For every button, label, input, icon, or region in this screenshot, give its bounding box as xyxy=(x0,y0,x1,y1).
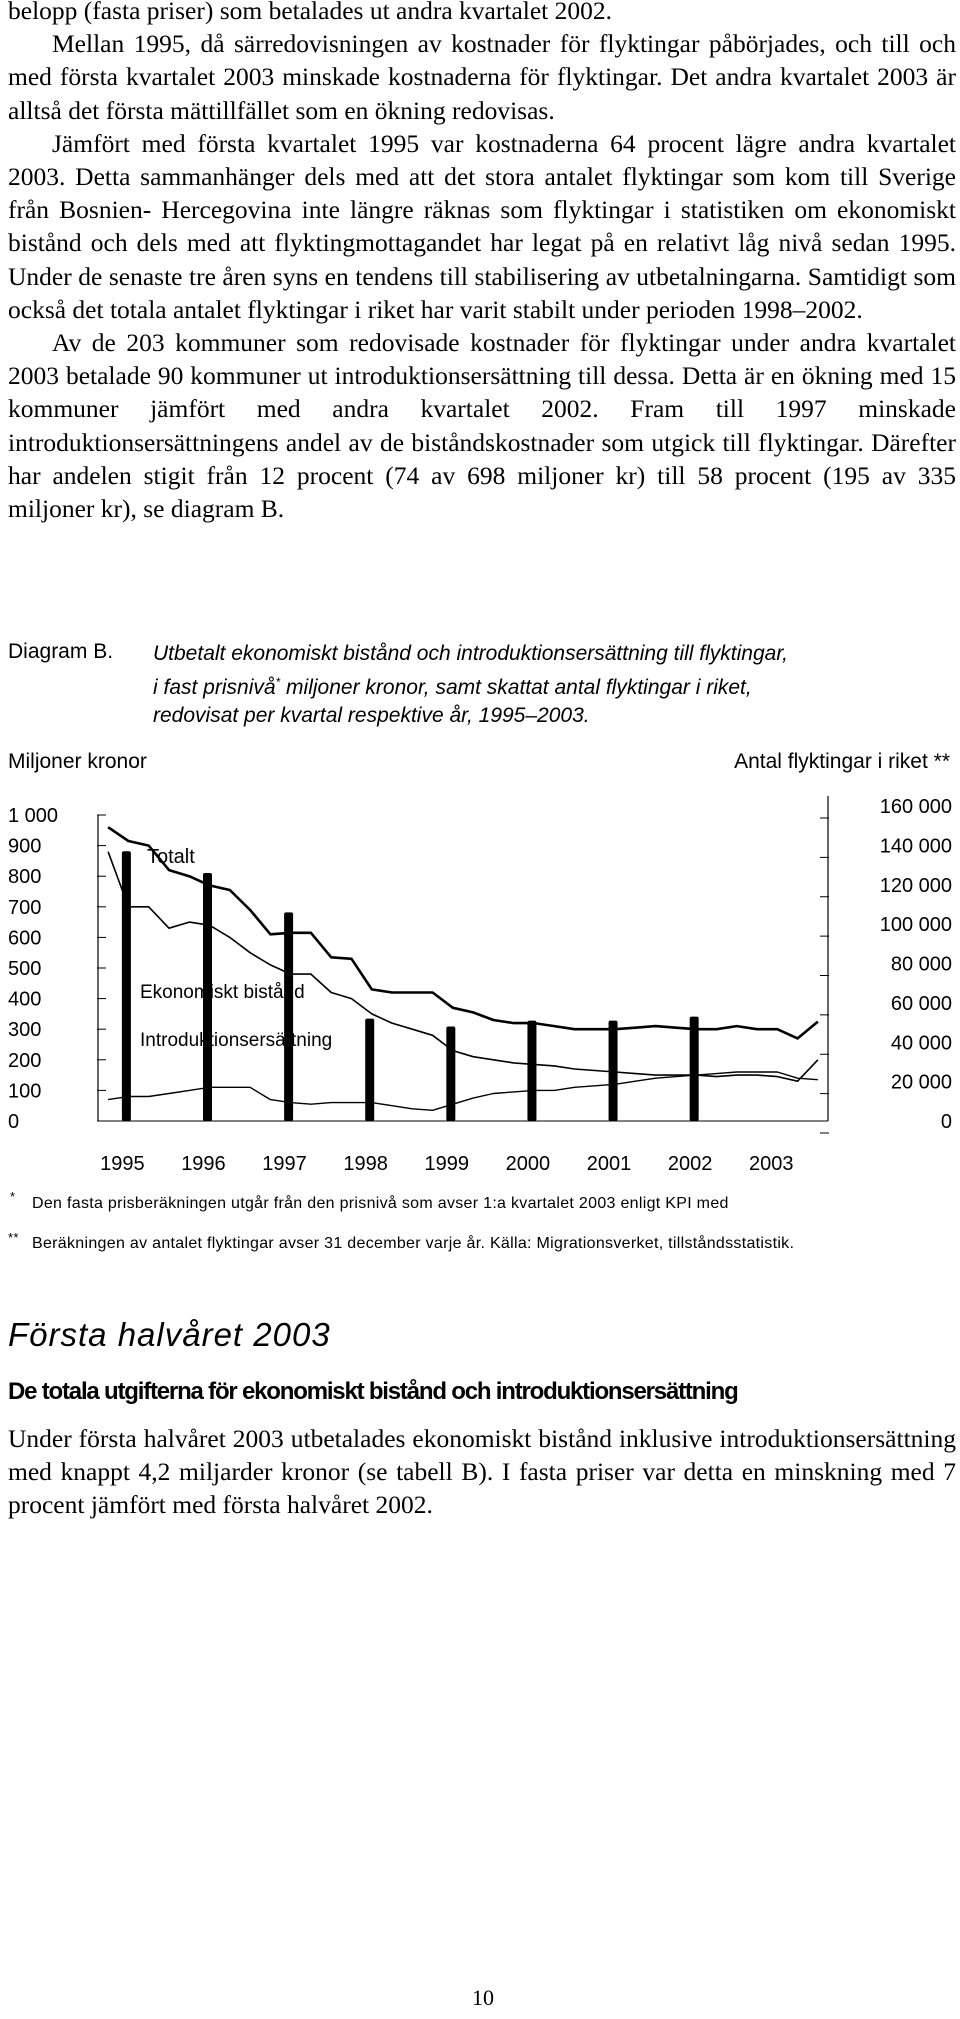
footnote-marker: ** xyxy=(8,1230,19,1245)
body-text xyxy=(8,0,956,525)
right-axis-tick-label: 20 000 xyxy=(890,1071,952,1094)
left-axis-tick-label: 400 xyxy=(8,988,42,1011)
series-line-3 xyxy=(108,1072,818,1110)
refugee-bar xyxy=(446,1027,455,1122)
paragraph: Av de 203 kommuner som redovisade kostnader för flyktingar under andra kvartalet 2003 betalade 90 kommuner ut introduktionsersättning till dessa. Detta är en ökning med 15 kommuner jämfört med andra kvartalet 2002. Fram till 1997 minskade introduktionsersättningens andel av de biståndskostnader som utgick till flyktingar. Därefter har andelen stigit från 12 procent (74 av 698 miljoner kr) till 58 procent (195 av 335 miljoner kr), se diagram B. xyxy=(8,328,956,524)
refugee-bar xyxy=(609,1021,618,1121)
x-axis-tick-label: 2003 xyxy=(748,1153,794,1175)
refugee-bar xyxy=(527,1021,536,1121)
page-number: 10 xyxy=(472,1985,494,2010)
series-lines xyxy=(108,827,818,1110)
right-axis-tick-label: 140 000 xyxy=(879,835,952,858)
series-labels xyxy=(140,846,332,1051)
left-axis-tick-label: 500 xyxy=(8,958,42,980)
diagram-caption xyxy=(153,640,953,730)
paragraph: Mellan 1995, då särredovisningen av kostnader för flyktingar påbörjades, och till och med första kvartalet 2003 minskade kostnaderna för flyktingar. Det andra kvartalet 2003 är alltså det första mättillfället som en ökning redovisas. xyxy=(8,29,956,125)
caption-line-2b: miljoner kronor, samt skattat antal flyktingar i riket, xyxy=(280,676,752,699)
refugee-bar xyxy=(690,1017,699,1121)
paragraph: Jämfört med första kvartalet 1995 var kostnaderna 64 procent lägre andra kvartalet 2003. Detta sammanhänger dels med att det stora antalet flyktingar som kom till Sverige från Bosnien- Hercegovina inte längre räknas som flyktingar i statistiken om ekonomiskt bistånd och dels med att flyktingmottagandet har legat på en relativt låg nivå sedan 1995. Under de senaste tre åren syns en tendens till stabilisering av utbetalningarna. Samtidigt som också det totala antalet flyktingar i riket har varit stabilt under perioden 1998–2002. xyxy=(8,128,956,324)
left-axis-title: Miljoner kronor xyxy=(8,750,147,773)
diagram-b-chart xyxy=(0,780,960,1180)
right-axis-tick-label: 0 xyxy=(940,1111,952,1133)
series-label-intro: Introduktionsersättning xyxy=(140,1030,333,1051)
paragraph: belopp (fasta priser) som betalades ut andra kvartalet 2002. xyxy=(8,0,612,25)
left-axis xyxy=(8,805,106,1133)
right-axis xyxy=(820,796,952,1133)
left-axis-tick-label: 100 xyxy=(8,1080,42,1103)
subheading: De totala utgifterna för ekonomiskt bistånd och introduktionsersättning xyxy=(8,1378,738,1405)
footnote-2 xyxy=(8,1230,952,1256)
left-axis-tick-label: 1 000 xyxy=(8,805,59,827)
left-axis-tick-label: 800 xyxy=(8,866,42,889)
left-axis-tick-label: 300 xyxy=(8,1019,42,1042)
series-label-ekonomiskt: Ekonomiskt bistånd xyxy=(140,982,305,1003)
x-axis-tick-label: 1996 xyxy=(181,1153,226,1175)
footnote-1 xyxy=(10,1189,729,1213)
right-axis-title: Antal flyktingar i riket ** xyxy=(734,750,950,773)
footnote-marker: * xyxy=(10,1189,16,1204)
right-axis-tick-label: 160 000 xyxy=(879,796,952,818)
x-axis xyxy=(98,1121,828,1175)
caption-line-2a: i fast prisnivå xyxy=(153,676,276,699)
caption-line-1: Utbetalt ekonomiskt bistånd och introduktionsersättning till flyktingar, xyxy=(153,642,788,665)
right-axis-tick-label: 120 000 xyxy=(879,874,952,897)
section-title: Första halvåret 2003 xyxy=(8,1316,331,1353)
right-axis-tick-label: 40 000 xyxy=(890,1032,952,1055)
x-axis-tick-label: 2002 xyxy=(667,1153,713,1175)
diagram-label: Diagram B. xyxy=(8,640,114,663)
x-axis-tick-label: 2000 xyxy=(505,1153,551,1175)
right-axis-tick-label: 80 000 xyxy=(890,953,952,976)
left-axis-tick-label: 600 xyxy=(8,927,42,950)
caption-footnote-marker: * xyxy=(275,675,281,689)
series-line-1 xyxy=(108,827,818,1038)
left-axis-tick-label: 0 xyxy=(8,1111,20,1133)
left-axis-tick-label: 700 xyxy=(8,896,42,919)
footnote-text: Den fasta prisberäkningen utgår från den prisnivå som avser 1:a kvartalet 2003 enligt KPI med xyxy=(32,1195,729,1212)
x-axis-tick-label: 1995 xyxy=(100,1153,145,1175)
right-axis-tick-label: 100 000 xyxy=(879,914,952,937)
refugee-bar xyxy=(365,1019,374,1121)
left-axis-tick-label: 900 xyxy=(8,835,42,858)
body-text-2: Under första halvåret 2003 utbetalades ekonomiskt bistånd inklusive introduktionsersättning med knappt 4,2 miljarder kronor (se tabell B). I fasta priser var detta en minskning med 7 procent jämfört med första halvåret 2002. xyxy=(8,1424,956,1520)
series-label-totalt: Totalt xyxy=(147,846,195,868)
x-axis-tick-label: 2001 xyxy=(586,1153,632,1175)
caption-line-3: redovisat per kvartal respektive år, 1995–2003. xyxy=(153,704,590,727)
footnote-text: Beräkningen av antalet flyktingar avser 31 december varje år. Källa: Migrationsverket, tillståndsstatistik. xyxy=(32,1235,795,1252)
right-axis-tick-label: 60 000 xyxy=(890,992,952,1015)
x-axis-tick-label: 1997 xyxy=(262,1153,307,1175)
left-axis-tick-label: 200 xyxy=(8,1049,42,1072)
x-axis-tick-label: 1999 xyxy=(424,1153,470,1175)
refugee-bar xyxy=(284,912,293,1121)
x-axis-tick-label: 1998 xyxy=(343,1153,388,1175)
